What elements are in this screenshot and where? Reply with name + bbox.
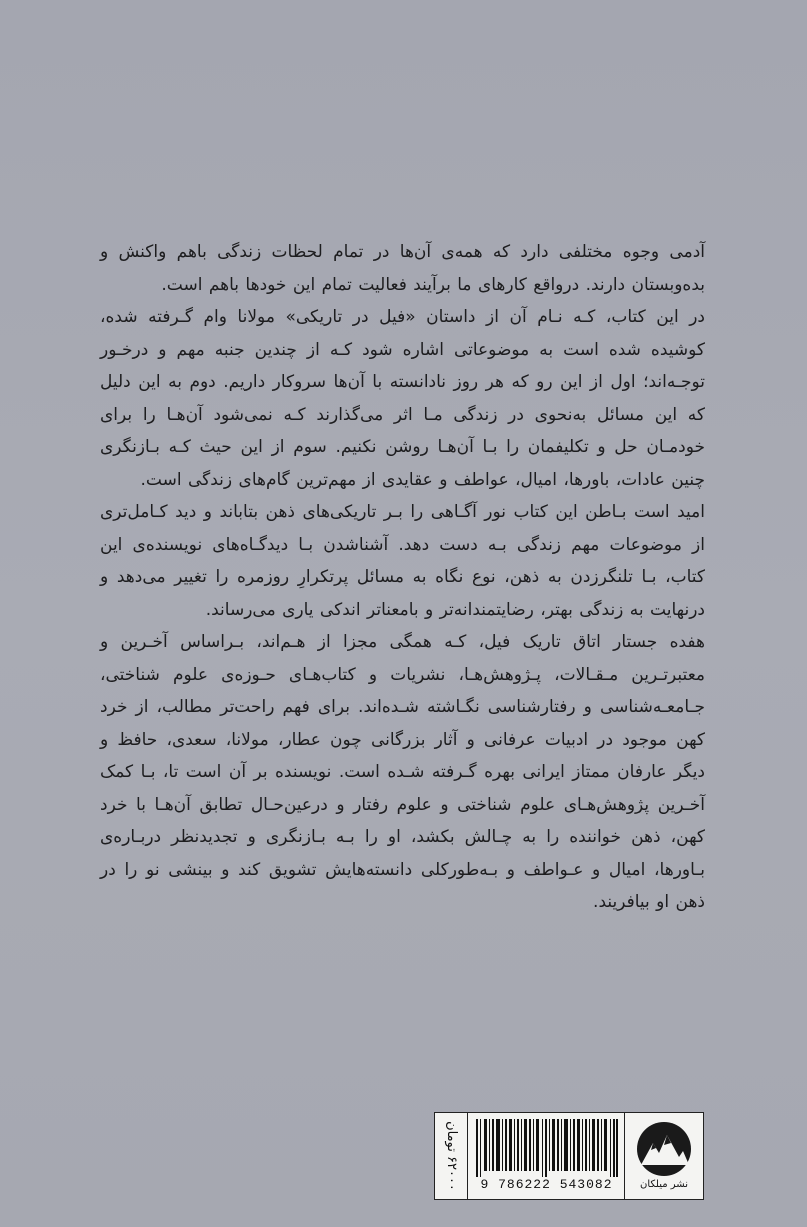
price-text: ۶۲۰۰۰ تومان <box>444 1121 459 1191</box>
blurb-text <box>100 236 705 919</box>
barcode <box>467 1112 625 1200</box>
barcode-bars <box>476 1119 618 1177</box>
blurb-paragraph-3: امید است بـاطن این کتاب نور آگـاهی را بـر تاریکی‌های ذهن بتاباند و دید کـامل‌تری از موضوعات مهم زندگی بـه دست دهد. آشناشدن بـا دیدگـاه‌های نویسنده‌ی این کتاب، بـا تلنگرزدن به ذهن، نوع نگاه به مسائل پرتکرارِ روزمره را تغییر می‌دهد و درنهایت به زندگی بهتر، رضایتمندانه‌تر و بامعناتر اندکی یاری می‌رساند. <box>100 502 705 620</box>
blurb-paragraph-2: در این کتاب، کـه نـام آن از داستان «فیل در تاریکی» مولانا وام گـرفته شده، کوشیده شده است به موضوعاتی اشاره شود کـه از چندین جنبه مهم و درخـور توجـه‌اند؛ اول از این رو که هر روز نادانسته با آن‌ها سروکار داریم. دوم به این دلیل که این مسائل به‌نحوی در زندگی مـا اثر می‌گذارند کـه نمی‌شود آن‌هـا را برای خودمـان حل و تکلیفمان را بـا آن‌هـا روشن نکنیم. سوم از این حیث کـه بـازنگری چنین عادات، باورها، امیال، عواطف و عقایدی از مهم‌ترین گام‌های زندگی است. <box>100 307 705 490</box>
publisher-name: نشر میلکان <box>640 1179 688 1190</box>
mountains-icon <box>635 1121 693 1177</box>
price-label <box>434 1112 468 1200</box>
blurb-paragraph-4: هفده جستار اتاق تاریک فیل، کـه همگی مجزا از هـم‌اند، بـراساس آخـرین و معتبرتـرین مـقـالات، پـژوهش‌هـا، نشریات و کتاب‌هـای حـوزه‌ی علوم شناختی، جـامعـه‌شناسی و رفتارشناسی نگـاشته شـده‌اند. برای فهم راحت‌تر مطالب، از خرد کهن موجود در ادبیات عرفانی و آثار بزرگانی چون عطار، مولانا، سعدی، حافظ و دیگر عارفان ممتاز ایرانی بهره گـرفته شـده است. نویسنده بر آن است تا، بـا کمک آخـرین پژوهش‌هـای علوم شناختی و علوم رفتار و درعین‌حـال تطابق آن‌هـا با خرد کهن، ذهن خواننده را به چـالش بکشد، او را بـه بـازنگری و تجدیدنظر دربـاره‌ی بـاورها، امیال و عـواطف و بـه‌طورکلی دانسته‌هایش تشویق کند و بینشی نو را در ذهن او بیافریند. <box>100 632 705 912</box>
blurb-paragraph-1: آدمی وجوه مختلفی دارد که همه‌ی آن‌ها در تمام لحظات زندگی باهم واکنش و بده‌وبستان دارند. درواقع کارهای ما برآیند فعالیت تمام این خودها باهم است. <box>100 242 705 295</box>
publisher-logo-panel <box>624 1112 704 1200</box>
isbn-number: 9 786222 543082 <box>480 1177 613 1192</box>
